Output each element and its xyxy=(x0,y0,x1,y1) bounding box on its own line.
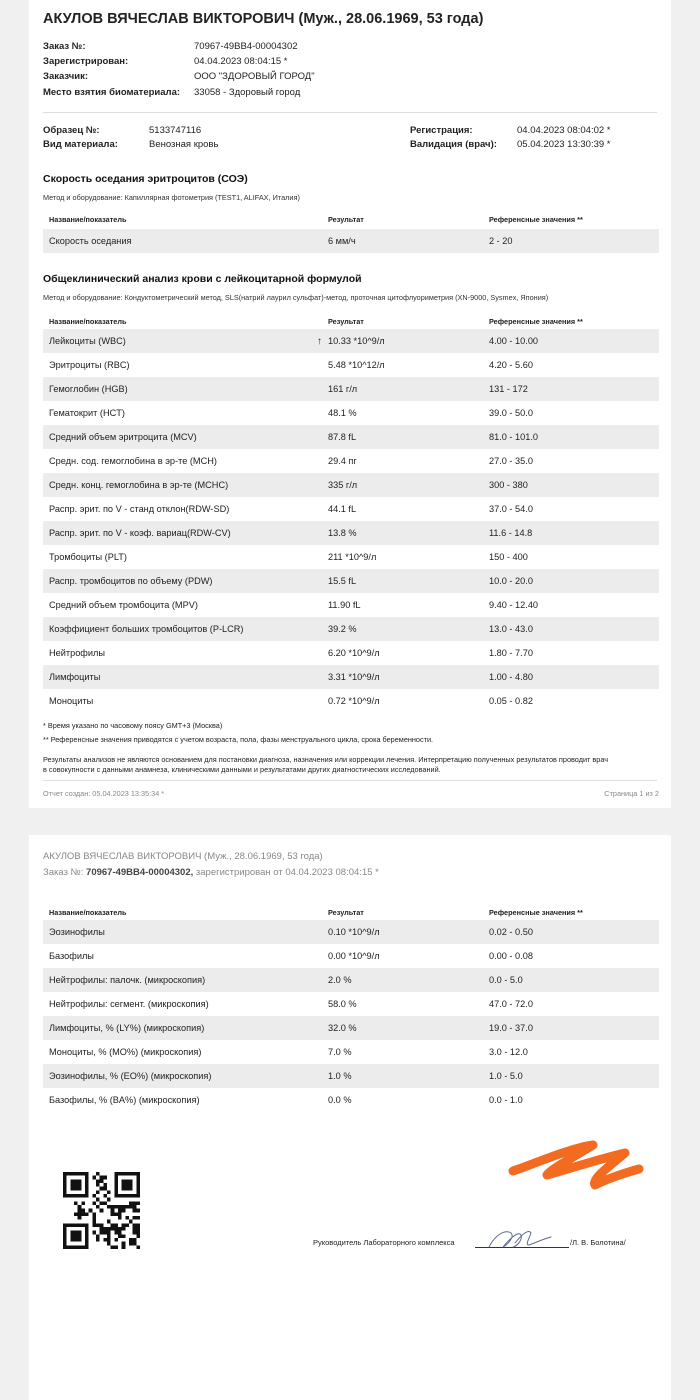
table-row xyxy=(43,593,659,617)
material-value: Венозная кровь xyxy=(149,139,219,150)
test-ref: 1.00 - 4.80 xyxy=(489,672,533,682)
test-name: Моноциты, % (MO%) (микроскопия) xyxy=(49,1047,202,1057)
test-ref: 1.80 - 7.70 xyxy=(489,648,533,658)
test-ref: 11.6 - 14.8 xyxy=(489,528,533,538)
test-name: Средн. сод. гемоглобина в эр-те (MCH) xyxy=(49,456,217,466)
test-result: 6 мм/ч xyxy=(328,236,356,246)
test-ref: 37.0 - 54.0 xyxy=(489,504,533,514)
table-row xyxy=(43,329,659,353)
test-result: 87.8 fL xyxy=(328,432,357,442)
test-name: Лимфоциты xyxy=(49,672,101,682)
order-number: 70967-49BB4-00004302 xyxy=(194,41,298,52)
order-prefix: Заказ №: xyxy=(43,867,84,878)
sample-number-label: Образец №: xyxy=(43,125,100,136)
test-name: Гематокрит (HCT) xyxy=(49,408,125,418)
col-result-header: Результат xyxy=(328,908,364,917)
table-row xyxy=(43,353,659,377)
redaction-scribble xyxy=(507,1135,647,1195)
client-value: ООО "ЗДОРОВЫЙ ГОРОД" xyxy=(194,71,315,82)
test-ref: 13.0 - 43.0 xyxy=(489,624,533,634)
test-result: 29.4 пг xyxy=(328,456,357,466)
material-label: Вид материала: xyxy=(43,139,118,150)
test-result: 11.90 fL xyxy=(328,600,361,610)
registration-label: Регистрация: xyxy=(410,125,473,136)
registration-value: 04.04.2023 08:04:02 * xyxy=(517,125,611,136)
patient-name-secondary: АКУЛОВ ВЯЧЕСЛАВ ВИКТОРОВИЧ (Муж., 28.06.1969, 53 года) xyxy=(43,851,323,862)
test-ref: 4.00 - 10.00 xyxy=(489,336,539,346)
reference-note: ** Референсные значения приводятся с учетом возраста, пола, фазы менструального цикла, срока беременности. xyxy=(43,735,434,744)
patient-name: АКУЛОВ ВЯЧЕСЛАВ ВИКТОРОВИЧ (Муж., 28.06.1969, 53 года) xyxy=(43,11,484,27)
table-row xyxy=(43,569,659,593)
registered-value: 04.04.2023 08:04:15 * xyxy=(194,56,288,67)
table-row xyxy=(43,425,659,449)
test-name: Распр. тромбоцитов по объему (PDW) xyxy=(49,576,213,586)
test-ref: 39.0 - 50.0 xyxy=(489,408,533,418)
validation-value: 05.04.2023 13:30:39 * xyxy=(517,139,611,150)
test-result: 5.48 *10^12/л xyxy=(328,360,385,370)
test-ref: 10.0 - 20.0 xyxy=(489,576,533,586)
table-row xyxy=(43,617,659,641)
table-row xyxy=(43,1064,659,1088)
table-row xyxy=(43,665,659,689)
test-name: Моноциты xyxy=(49,696,94,706)
cbc-title: Общеклинический анализ крови с лейкоцитарной формулой xyxy=(43,273,362,285)
table-row xyxy=(43,689,659,713)
signature-name: /Л. В. Болотина/ xyxy=(570,1238,626,1247)
col-ref-header: Референсные значения ** xyxy=(489,215,583,224)
validation-label: Валидация (врач): xyxy=(410,139,497,150)
order-number: 70967-49BB4-00004302, xyxy=(86,867,194,878)
test-name: Нейтрофилы: сегмент. (микроскопия) xyxy=(49,999,209,1009)
test-name: Средний объем тромбоцита (MPV) xyxy=(49,600,198,610)
test-ref: 19.0 - 37.0 xyxy=(489,1023,533,1033)
test-result: 3.31 *10^9/л xyxy=(328,672,380,682)
order-suffix: зарегистрирован от 04.04.2023 08:04:15 * xyxy=(195,867,379,878)
col-name-header: Название/показатель xyxy=(49,908,127,917)
place-label: Место взятия биоматериала: xyxy=(43,87,181,98)
table-row xyxy=(43,449,659,473)
test-name: Коэффициент больших тромбоцитов (P-LCR) xyxy=(49,624,244,634)
col-name-header: Название/показатель xyxy=(49,317,127,326)
qr-code-icon xyxy=(63,1172,140,1249)
test-name: Эозинофилы xyxy=(49,927,105,937)
test-ref: 3.0 - 12.0 xyxy=(489,1047,528,1057)
test-ref: 27.0 - 35.0 xyxy=(489,456,533,466)
test-result: 1.0 % xyxy=(328,1071,352,1081)
test-ref: 0.02 - 0.50 xyxy=(489,927,533,937)
test-ref: 0.00 - 0.08 xyxy=(489,951,533,961)
test-result: 0.00 *10^9/л xyxy=(328,951,380,961)
esr-title: Скорость оседания эритроцитов (СОЭ) xyxy=(43,173,248,185)
table-row xyxy=(43,473,659,497)
order-number-label: Заказ №: xyxy=(43,41,86,52)
col-name-header: Название/показатель xyxy=(49,215,127,224)
table-row xyxy=(43,401,659,425)
test-name: Средний объем эритроцита (MCV) xyxy=(49,432,197,442)
test-name: Тромбоциты (PLT) xyxy=(49,552,127,562)
test-ref: 81.0 - 101.0 xyxy=(489,432,539,442)
report-created: Отчет создан: 05.04.2023 13:35:34 * xyxy=(43,789,165,798)
test-name: Средн. конц. гемоглобина в эр-те (MCHC) xyxy=(49,480,229,490)
test-result: 32.0 % xyxy=(328,1023,357,1033)
divider xyxy=(43,112,657,113)
test-ref: 2 - 20 xyxy=(489,236,513,246)
disclaimer-line-2: в совокупности с данными анамнеза, клиническими данными и результатами других диагностических исследований. xyxy=(43,765,441,774)
table-row xyxy=(43,944,659,968)
test-name: Лимфоциты, % (LY%) (микроскопия) xyxy=(49,1023,205,1033)
col-result-header: Результат xyxy=(328,215,364,224)
test-result: 0.72 *10^9/л xyxy=(328,696,380,706)
test-result: 10.33 *10^9/л xyxy=(328,336,385,346)
table-row xyxy=(43,497,659,521)
table-row xyxy=(43,229,659,253)
high-arrow-icon: ↑ xyxy=(317,336,322,347)
test-name: Нейтрофилы: палочк. (микроскопия) xyxy=(49,975,206,985)
test-ref: 0.05 - 0.82 xyxy=(489,696,533,706)
test-name: Скорость оседания xyxy=(49,236,132,246)
test-result: 39.2 % xyxy=(328,624,357,634)
divider xyxy=(43,780,657,781)
signature-scribble xyxy=(485,1225,555,1253)
table-row xyxy=(43,992,659,1016)
test-ref: 9.40 - 12.40 xyxy=(489,600,539,610)
table-row xyxy=(43,521,659,545)
timezone-note: * Время указано по часовому поясу GMT+3 (Москва) xyxy=(43,721,223,730)
test-result: 6.20 *10^9/л xyxy=(328,648,380,658)
test-ref: 47.0 - 72.0 xyxy=(489,999,533,1009)
test-ref: 0.0 - 1.0 xyxy=(489,1095,523,1105)
test-name: Эозинофилы, % (EO%) (микроскопия) xyxy=(49,1071,212,1081)
place-value: 33058 - Здоровый город xyxy=(194,87,301,98)
col-result-header: Результат xyxy=(328,317,364,326)
test-ref: 4.20 - 5.60 xyxy=(489,360,533,370)
table-row xyxy=(43,968,659,992)
table-row xyxy=(43,545,659,569)
table-row xyxy=(43,920,659,944)
page-number: Страница 1 из 2 xyxy=(604,789,659,798)
test-name: Гемоглобин (HGB) xyxy=(49,384,128,394)
table-row xyxy=(43,641,659,665)
test-result: 0.10 *10^9/л xyxy=(328,927,380,937)
table-row xyxy=(43,1040,659,1064)
esr-method: Метод и оборудование: Капиллярная фотометрия (TEST1, ALIFAX, Италия) xyxy=(43,193,300,202)
test-ref: 0.0 - 5.0 xyxy=(489,975,523,985)
test-name: Лейкоциты (WBC) xyxy=(49,336,126,346)
table-row xyxy=(43,377,659,401)
registered-label: Зарегистрирован: xyxy=(43,56,129,67)
disclaimer-line-1: Результаты анализов не являются основанием для постановки диагноза, назначения или коррекции лечения. Интерпретацию полученных результатов проводит врач xyxy=(43,755,609,764)
test-result: 211 *10^9/л xyxy=(328,552,377,562)
test-result: 0.0 % xyxy=(328,1095,352,1105)
col-ref-header: Референсные значения ** xyxy=(489,317,583,326)
test-name: Распр. эрит. по V - станд отклон(RDW-SD) xyxy=(49,504,230,514)
test-result: 161 г/л xyxy=(328,384,358,394)
test-result: 48.1 % xyxy=(328,408,357,418)
test-result: 7.0 % xyxy=(328,1047,352,1057)
test-name: Базофилы, % (BA%) (микроскопия) xyxy=(49,1095,200,1105)
test-ref: 300 - 380 xyxy=(489,480,528,490)
test-name: Базофилы xyxy=(49,951,94,961)
order-line xyxy=(43,867,379,878)
table-row xyxy=(43,1088,659,1112)
test-ref: 131 - 172 xyxy=(489,384,528,394)
test-name: Распр. эрит. по V - коэф. вариац(RDW-CV) xyxy=(49,528,231,538)
report-page-2 xyxy=(29,835,671,1400)
test-ref: 1.0 - 5.0 xyxy=(489,1071,523,1081)
signature-role: Руководитель Лабораторного комплекса xyxy=(313,1238,455,1247)
report-page-1 xyxy=(29,0,671,808)
test-result: 13.8 % xyxy=(328,528,357,538)
cbc-method: Метод и оборудование: Кондуктометрический метод, SLS(натрий лаурил сульфат)-метод, проточная цитофлуориметрия (XN-9000, Sysmex, Япония) xyxy=(43,293,549,302)
test-name: Эритроциты (RBC) xyxy=(49,360,130,370)
sample-number: 5133747116 xyxy=(149,125,202,136)
test-result: 2.0 % xyxy=(328,975,352,985)
table-row xyxy=(43,1016,659,1040)
col-ref-header: Референсные значения ** xyxy=(489,908,583,917)
client-label: Заказчик: xyxy=(43,71,89,82)
test-result: 335 г/л xyxy=(328,480,358,490)
test-result: 15.5 fL xyxy=(328,576,357,586)
test-result: 58.0 % xyxy=(328,999,357,1009)
test-name: Нейтрофилы xyxy=(49,648,105,658)
test-result: 44.1 fL xyxy=(328,504,357,514)
test-ref: 150 - 400 xyxy=(489,552,528,562)
